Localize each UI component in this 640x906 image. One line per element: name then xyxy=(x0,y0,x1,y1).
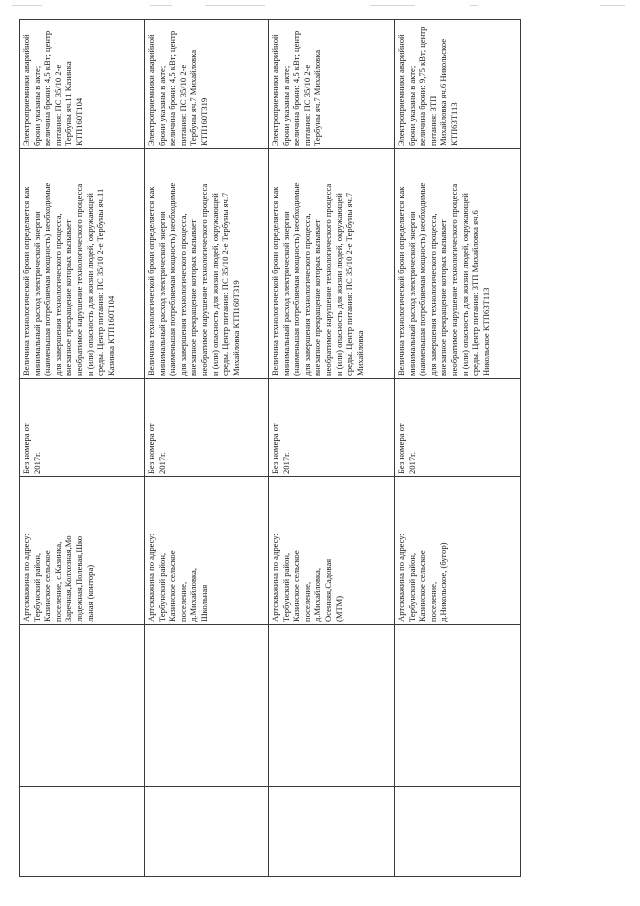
location-cell: Артскважина по адресу: Тербунский район, Казинское сельское поселение, д.Михайловка, Школьная xyxy=(145,477,269,625)
emergency-reserve-cell: Электроприемники аварийной брони указаны в акте; величина брони: 4,5 кВт; центр питания: ПС 35/10 2-е Тербуны яч.7 Михайловка xyxy=(269,20,395,149)
document-cell: Без номера от 2017г. xyxy=(395,379,521,477)
table-row xyxy=(145,20,269,877)
document-cell: Без номера от 2017г. xyxy=(20,379,145,477)
emergency-reserve-cell: Электроприемники аварийной брони указаны в акте; величина брони: 4,5 кВт; центр питания: ПС 35/10 2-е Тербуны яч.11 Казинка КТП160Т104 xyxy=(20,20,145,149)
technological-reserve-cell: Величина технологической брони определяется как минимальный расход электрической энергии (наименьшая потребляемая мощность) необходимые для завершения технологического процесса, внезапное прекращение которых вызывает необратимое нарушение технологического процесса и (или) опасность для жизни людей, окружающей среды. Центр питания: ПС 35/10 2-е Тербуны яч.7 Михайловка КТП160Т319 xyxy=(145,149,269,379)
table-row xyxy=(20,20,145,877)
technological-reserve-cell: Величина технологической брони определяется как минимальный расход электрической энергии (наименьшая потребляемая мощность) необходимые для завершения технологического процесса, внезапное прекращение которых вызывает необратимое нарушение технологического процесса и (или) опасность для жизни людей, окружающей среды. Центр питания: ЗТП Михайловка яч.6 Никольское КТП63Т113 xyxy=(395,149,521,379)
location-cell: Артскважина по адресу: Тербунский район, Казинское сельское поселение, д.Михайловка, Осенняя,Садовая (МТМ) xyxy=(269,477,395,625)
document-cell: Без номера от 2017г. xyxy=(269,379,395,477)
location-cell: Артскважина по адресу: Тербунский район, Казинское сельское поселение, д.Никольское, (бугор) xyxy=(395,477,521,625)
empty-cell xyxy=(269,787,395,877)
reservation-table xyxy=(19,19,521,877)
emergency-reserve-cell: Электроприемники аварийной брони указаны в акте; величина брони: 9,75 кВт; центр питания: ЗТП Михайловка яч.6 Никольское КТП63Т113 xyxy=(395,20,521,149)
table-row xyxy=(395,20,521,877)
document-cell: Без номера от 2017г. xyxy=(145,379,269,477)
empty-cell xyxy=(145,625,269,787)
scan-artifacts xyxy=(0,0,640,10)
empty-cell xyxy=(145,787,269,877)
location-cell: Артскважина по адресу: Тербунский район, Казинское сельское поселение, с.Казинка, Заречная,Колхозная,Мо лодежная,Полевая,Шко льная (контора) xyxy=(20,477,145,625)
technological-reserve-cell: Величина технологической брони определяется как минимальный расход электрической энергии (наименьшая потребляемая мощность) необходимые для завершения технологического процесса, внезапное прекращение которых вызывает необратимое нарушение технологического процесса и (или) опасность для жизни людей, окружающей среды. Центр питания: ПС 35/10 2-е Тербуны яч.7 Михайловка xyxy=(269,149,395,379)
empty-cell xyxy=(20,787,145,877)
empty-cell xyxy=(269,625,395,787)
empty-cell xyxy=(395,625,521,787)
empty-cell xyxy=(20,625,145,787)
technological-reserve-cell: Величина технологической брони определяется как минимальный расход электрической энергии (наименьшая потребляемая мощность) необходимые для завершения технологического процесса, внезапное прекращение которых вызывает необратимое нарушение технологического процесса и (или) опасность для жизни людей, окружающей среды. Центр питания: ПС 35/10 2-е Тербуны яч.11 Казинка КТП160Т104 xyxy=(20,149,145,379)
rotated-table-page xyxy=(19,20,520,877)
empty-cell xyxy=(395,787,521,877)
emergency-reserve-cell: Электроприемники аварийной брони указаны в акте; величина брони: 4,5 кВт; центр питания: ПС 35/10 2-е Тербуны яч.7 Михайловка КТП160Т319 xyxy=(145,20,269,149)
table-row xyxy=(269,20,395,877)
